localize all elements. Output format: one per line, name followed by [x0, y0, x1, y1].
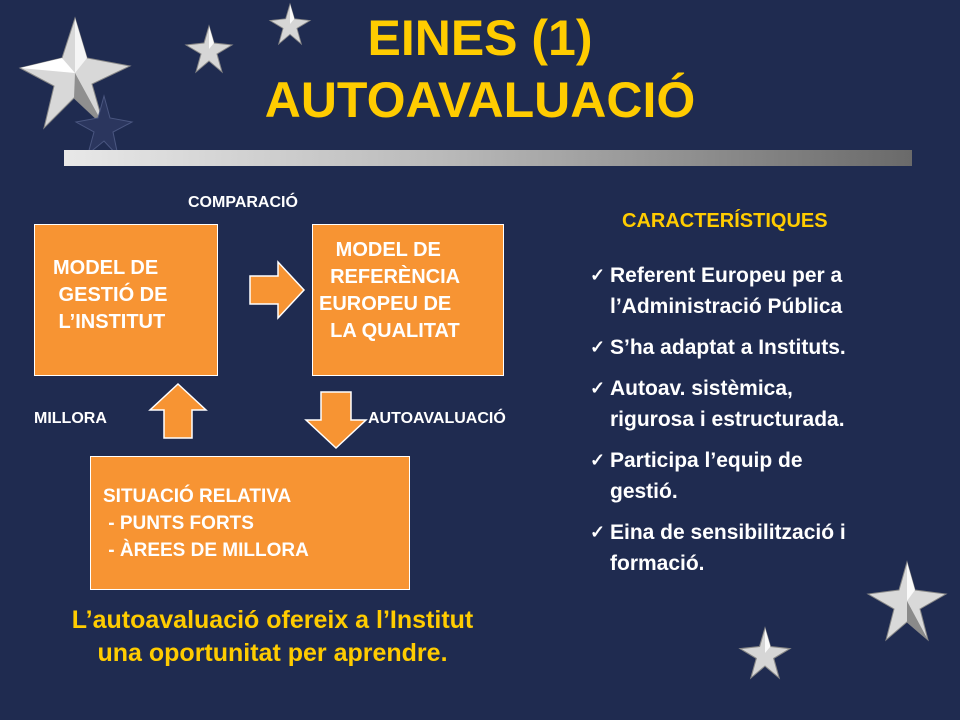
conclusion-text — [0, 604, 545, 670]
page-title-line2: AUTOAVALUACIÓ — [264, 72, 696, 128]
box-model-institut-line: MODEL DE — [53, 257, 159, 279]
list-item-line: rigurosa i estructurada. — [610, 408, 845, 431]
box-model-referencia-line: LA QUALITAT — [319, 320, 460, 342]
list-item — [590, 517, 960, 579]
page-title-line1: EINES (1) — [367, 10, 593, 66]
list-item-line: Participa l’equip de — [610, 449, 803, 472]
list-item-line: Eina de sensibilització i — [610, 521, 846, 544]
checkmark-icon: ✓ — [590, 265, 606, 285]
box-model-referencia — [312, 224, 504, 376]
label-comparacio: COMPARACIÓ — [188, 194, 298, 211]
box-situacio-line: - ÀREES DE MILLORA — [103, 540, 309, 561]
checkmark-icon: ✓ — [590, 522, 606, 542]
list-item — [590, 445, 960, 507]
checkmark-icon: ✓ — [590, 378, 606, 398]
box-situacio-line: SITUACIÓ RELATIVA — [103, 486, 292, 507]
list-item-line: Referent Europeu per a — [610, 264, 843, 287]
list-item-line: S’ha adaptat a Instituts. — [610, 336, 846, 359]
characteristics-title: CARACTERÍSTIQUES — [622, 210, 828, 232]
list-item-line: gestió. — [610, 480, 678, 503]
list-item-line: formació. — [610, 552, 705, 575]
box-model-institut — [34, 224, 218, 376]
box-model-institut-line: L’INSTITUT — [53, 311, 166, 333]
list-item-line: Autoav. sistèmica, — [610, 377, 793, 400]
conclusion-line: una oportunitat per aprendre. — [97, 639, 448, 667]
box-situacio-relativa — [90, 456, 410, 590]
list-item — [590, 260, 960, 322]
list-item — [590, 332, 960, 363]
box-model-institut-line: GESTIÓ DE — [53, 284, 168, 306]
arrow-down-icon — [306, 392, 366, 448]
conclusion-line: L’autoavaluació ofereix a l’Institut — [71, 606, 474, 634]
box-model-referencia-line: EUROPEU DE — [319, 293, 452, 315]
checkmark-icon: ✓ — [590, 450, 606, 470]
list-item — [590, 373, 960, 435]
label-autoavaluacio: AUTOAVALUACIÓ — [368, 410, 506, 427]
box-model-referencia-line: REFERÈNCIA — [319, 266, 461, 288]
decorative-star-icon-bottom — [740, 628, 790, 678]
arrow-up-icon — [150, 384, 206, 438]
checkmark-icon: ✓ — [590, 337, 606, 357]
label-millora: MILLORA — [34, 410, 107, 427]
arrow-right-icon — [250, 262, 304, 318]
characteristics-list — [590, 260, 960, 589]
list-item-line: l’Administració Pública — [610, 295, 843, 318]
title-divider-bar — [64, 150, 912, 166]
box-model-referencia-line: MODEL DE — [319, 239, 441, 261]
box-situacio-line: - PUNTS FORTS — [103, 513, 254, 534]
